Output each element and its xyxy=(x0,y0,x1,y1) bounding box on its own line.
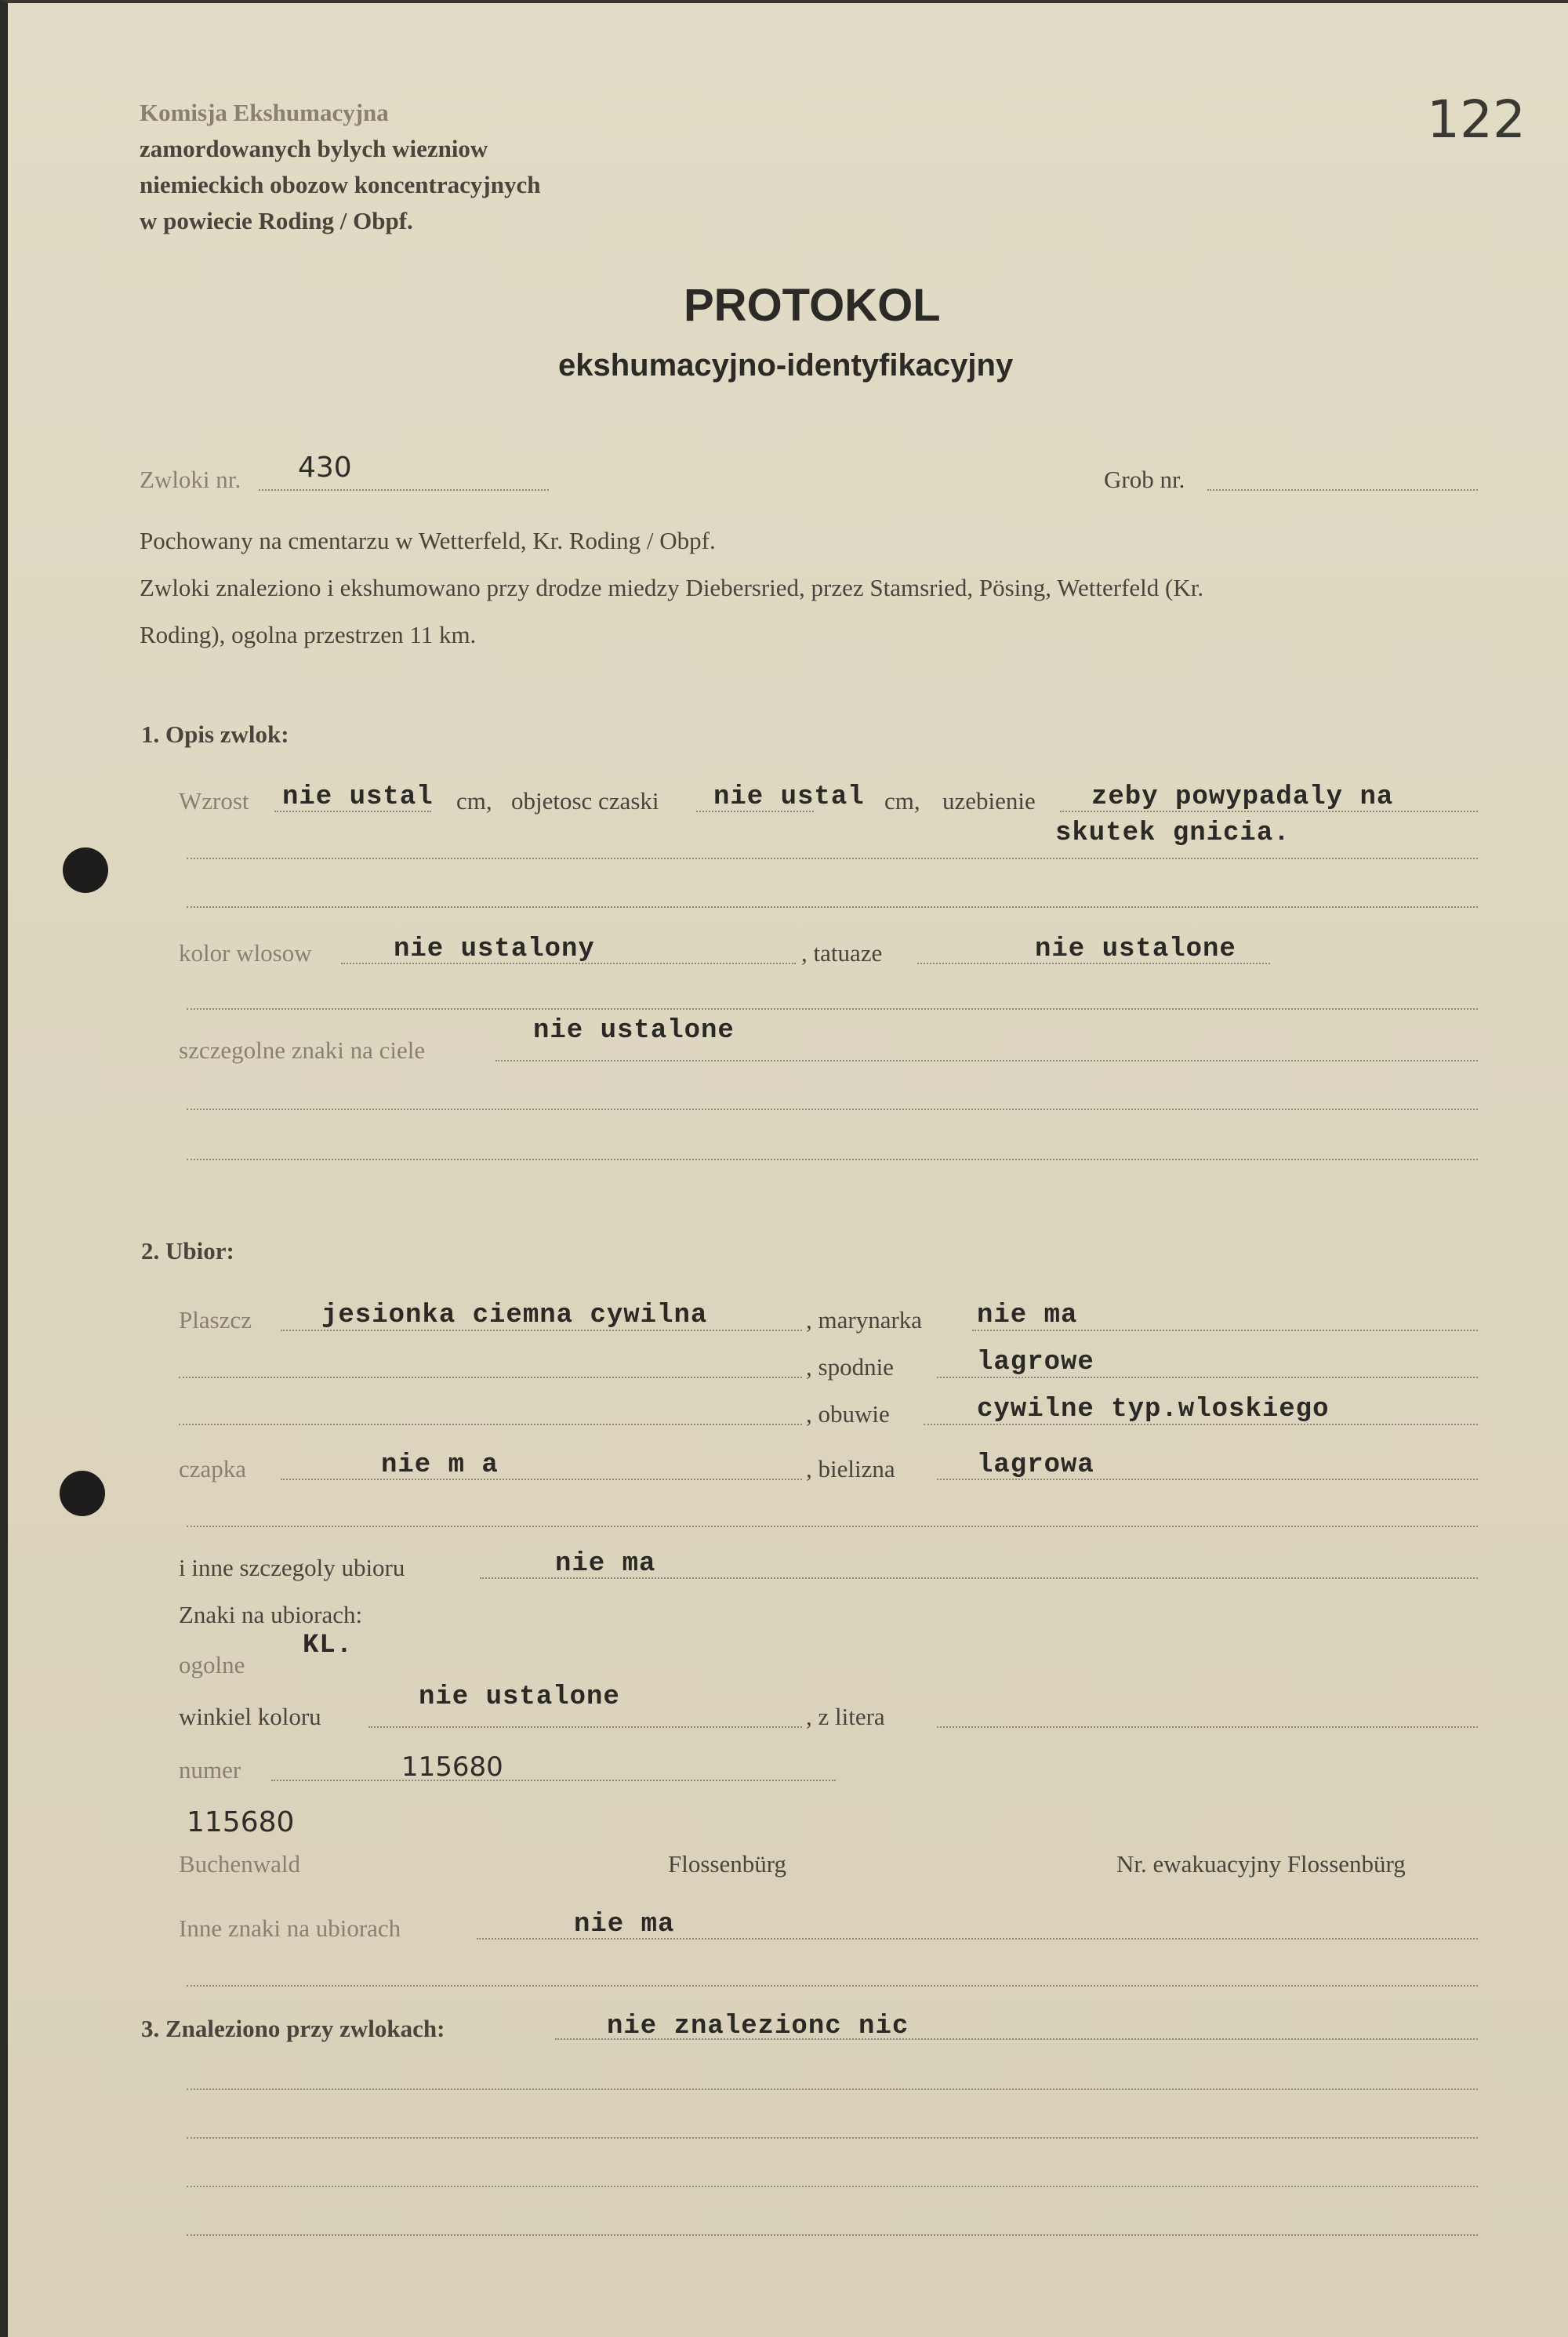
ogolne-label: ogolne xyxy=(179,1651,245,1678)
spodnie-label: , spodnie xyxy=(806,1353,894,1381)
blank-line xyxy=(179,1424,802,1425)
blank-line xyxy=(187,1985,1478,1987)
marynarka-value: nie ma xyxy=(977,1301,1078,1330)
marynarka-label: , marynarka xyxy=(806,1306,923,1334)
spodnie-value: lagrowe xyxy=(977,1348,1094,1377)
czapka-line xyxy=(281,1479,802,1480)
plaszcz-label: Plaszcz xyxy=(179,1306,252,1334)
inne-znaki-label: Inne znaki na ubiorach xyxy=(179,1914,401,1942)
blank-line xyxy=(187,1109,1478,1110)
org-line-3: niemieckich obozow koncentracyjnych xyxy=(140,171,541,198)
blank-line xyxy=(187,1008,1478,1010)
uzebienie-value-2: skutek gnicia. xyxy=(1055,818,1290,848)
flossenburg-label: Flossenbürg xyxy=(668,1850,787,1878)
buchenwald-label: Buchenwald xyxy=(179,1850,300,1878)
inne-value: nie ma xyxy=(555,1549,656,1579)
buchenwald-value: 115680 xyxy=(187,1806,295,1838)
obuwie-label: , obuwie xyxy=(806,1400,890,1428)
blank-line xyxy=(187,2186,1478,2187)
kolor-label: kolor wlosow xyxy=(179,939,312,967)
document-title: PROTOKOL xyxy=(684,280,941,331)
zwloki-label: Zwloki nr. xyxy=(140,466,241,493)
inne-label: i inne szczegoly ubioru xyxy=(179,1554,405,1581)
winkiel-label: winkiel koloru xyxy=(179,1703,321,1730)
litera-label: , z litera xyxy=(806,1703,885,1730)
czaszka-unit: cm, xyxy=(884,787,920,815)
znaki-na-ubiorach-label: Znaki na ubiorach: xyxy=(179,1601,363,1628)
section-1-heading: 1. Opis zwlok: xyxy=(141,720,289,748)
wzrost-value: nie ustal xyxy=(282,782,434,812)
winkiel-line xyxy=(368,1726,802,1728)
znaleziono-line-1: Zwloki znaleziono i ekshumowano przy drodze miedzy Diebersried, przez Stamsried, Pösing, Wetterfeld (Kr. xyxy=(140,574,1204,601)
znaki-value: nie ustalone xyxy=(533,1016,735,1046)
section-3-heading: 3. Znaleziono przy zwlokach: xyxy=(141,2015,445,2042)
document-subtitle: ekshumacyjno-identyfikacyjny xyxy=(558,348,1014,383)
wzrost-label: Wzrost xyxy=(179,787,249,815)
kolor-value: nie ustalony xyxy=(394,934,595,964)
tatuaze-value: nie ustalone xyxy=(1035,934,1236,964)
znaki-label: szczegolne znaki na ciele xyxy=(179,1036,426,1064)
obuwie-value: cywilne typ.wloskiego xyxy=(977,1395,1330,1424)
numer-line xyxy=(271,1780,836,1781)
znaleziono-line-2: Roding), ogolna przestrzen 11 km. xyxy=(140,621,477,648)
czaszka-label: objetosc czaski xyxy=(511,787,659,815)
page-number: 122 xyxy=(1427,89,1526,150)
grob-line xyxy=(1207,489,1478,491)
zwloki-line xyxy=(259,489,549,491)
blank-line xyxy=(187,2137,1478,2139)
grob-label: Grob nr. xyxy=(1104,466,1185,493)
pochowany-text: Pochowany na cmentarzu w Wetterfeld, Kr. Roding / Obpf. xyxy=(140,527,716,554)
tatuaze-label: , tatuaze xyxy=(801,939,883,967)
blank-line xyxy=(187,1526,1478,1527)
blank-line xyxy=(187,906,1478,908)
punch-hole-bottom xyxy=(60,1471,105,1516)
znaki-line xyxy=(495,1060,1478,1061)
blank-line xyxy=(187,2088,1478,2090)
plaszcz-value: jesionka ciemna cywilna xyxy=(321,1301,708,1330)
blank-line xyxy=(179,1377,802,1378)
bielizna-value: lagrowa xyxy=(977,1450,1094,1480)
uzebienie-value-1: zeby powypadaly na xyxy=(1091,782,1394,812)
ewakuacyjny-label: Nr. ewakuacyjny Flossenbürg xyxy=(1116,1850,1406,1878)
numer-label: numer xyxy=(179,1756,241,1784)
blank-line xyxy=(187,858,1478,859)
uzebienie-label: uzebienie xyxy=(942,787,1036,815)
ogolne-value: KL. xyxy=(303,1631,354,1660)
zwloki-value: 430 xyxy=(298,452,352,484)
section-2-heading: 2. Ubior: xyxy=(141,1237,234,1265)
org-line-1: Komisja Ekshumacyjna xyxy=(140,99,389,126)
punch-hole-top xyxy=(63,847,108,893)
czapka-label: czapka xyxy=(179,1455,247,1482)
wzrost-unit: cm, xyxy=(456,787,492,815)
section-3-value: nie znalezionc nic xyxy=(607,2012,909,2041)
czapka-value: nie m a xyxy=(381,1450,499,1480)
blank-line xyxy=(187,2234,1478,2236)
winkiel-value: nie ustalone xyxy=(419,1682,620,1712)
org-line-4: w powiecie Roding / Obpf. xyxy=(140,207,413,234)
blank-line xyxy=(187,1159,1478,1160)
numer-value: 115680 xyxy=(401,1751,503,1783)
org-line-2: zamordowanych bylych wiezniow xyxy=(140,135,488,162)
czaszka-value: nie ustal xyxy=(713,782,865,812)
bielizna-label: , bielizna xyxy=(806,1455,895,1482)
litera-line xyxy=(937,1726,1478,1728)
inne-znaki-value: nie ma xyxy=(574,1910,675,1940)
